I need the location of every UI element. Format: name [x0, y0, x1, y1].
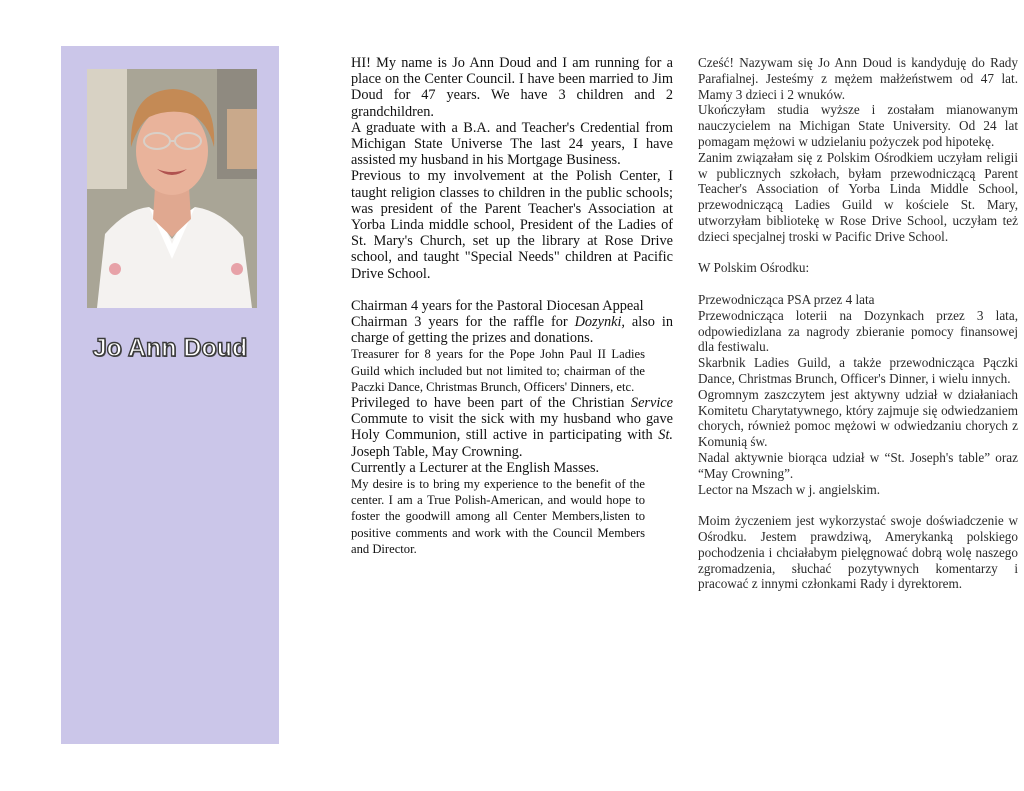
pl-center-heading: W Polskim Ośrodku: — [698, 260, 810, 276]
polish-column — [698, 55, 1018, 592]
pl-lector-line: Lector na Mszach w j. angielskim. — [698, 481, 881, 497]
candidate-name-title: Jo Ann Doud — [92, 334, 248, 362]
treasurer-paragraph: Treasurer for 8 years for the Pope John Paul II Ladies Guild which included but not limited to; chairman of the Paczki Dance, Christmas Brunch, Officers' Dinners, etc. — [351, 347, 645, 394]
service-paragraph: Privileged to have been part of the Christian Service Commute to visit the sick with my husband who gave Holy Communion, still active in participating with St. Joseph Table, May Crowning. — [351, 395, 673, 460]
sidebar-panel — [61, 46, 279, 744]
involvement-paragraph: Previous to my involvement at the Polish Center, I taught religion classes to children in the public schools; was president of the Parent Teacher's Association at Yorba Linda middle school, President of the Ladies of St. Mary's Church, set up the library at Rose Drive school, and taught "Special Needs" children at Pacific Drive School. — [351, 168, 673, 282]
pl-desire-paragraph: Moim życzeniem jest wykorzystać swoje doświadczenie w Ośrodku. Jestem prawdziwą, Amerykanką polskiego pochodzenia i chciałabym pielęgnować dobrą wolę naszego zgromadzenia, słuchać pozytywnych komentarzy i pracować z innymi członkami Rady i dyrektorem. — [698, 513, 1018, 592]
pl-psa-line: Przewodnicząca PSA przez 4 lata — [698, 291, 875, 307]
intro-paragraph: HI! My name is Jo Ann Doud and I am running for a place on the Center Council. I have been married to Jim Doud for 47 years. We have 3 children and 2 grandchildren. — [351, 55, 673, 120]
pl-raffle-paragraph: Przewodnicząca loterii na Dozynkach przez 3 lata, odpowiedizlana za nagrody zbieranie pomocy finansowej dla festiwalu. — [698, 307, 1018, 355]
candidate-photo — [87, 69, 257, 308]
raffle-paragraph: Chairman 3 years for the raffle for Dozynki, also in charge of getting the prizes and donations. — [351, 314, 673, 347]
pl-intro-paragraph: Cześć! Nazywam się Jo Ann Doud is kandyduję do Rady Parafialnej. Jesteśmy z mężem małżeństwem od 47 lat. Mamy 3 dzieci i 2 wnuków. — [698, 55, 1018, 102]
pl-st-joseph-line: Nadal aktywnie biorąca udział w “St. Joseph's table” oraz “May Crowning”. — [698, 449, 1018, 481]
pl-education-paragraph: Ukończyłam studia wyższe i zostałam mianowanym nauczycielem na Michigan State University. Od 24 lat pomagam mężowi w udzielaniu pożyczek pod hipotekę. — [698, 102, 1018, 149]
education-paragraph: A graduate with a B.A. and Teacher's Credential from Michigan State Universe The last 24 years, I have assisted my husband in his Mortgage Business. — [351, 119, 673, 169]
lecturer-line: Currently a Lecturer at the English Masses. — [351, 459, 600, 476]
desire-paragraph: My desire is to bring my experience to the benefit of the center. I am a True Polish-American, and would hope to foster the goodwill among all Center Members,listen to positive comments and work with the Council Members and Director. — [351, 477, 645, 556]
english-column — [351, 55, 673, 557]
pastoral-appeal-line: Chairman 4 years for the Pastoral Diocesan Appeal — [351, 297, 644, 314]
pl-treasurer-paragraph: Skarbnik Ladies Guild, a także przewodnicząca Pączki Dance, Christmas Brunch, Officer's Dinner, i wielu innych. — [698, 355, 1018, 386]
pl-involvement-paragraph: Zanim związałam się z Polskim Ośrodkiem uczyłam religii w publicznych szkołach, byłam przewodniczącą Parent Teacher's Association of Yorba Linda Middle School, przewodniczącą Ladies Guild w kościele St. Mary, utworzyłam bibliotekę w Rose Drive School, uczyłam też dzieci specjalnej troski w Pacific Drive School. — [698, 149, 1018, 244]
pl-charity-paragraph: Ogromnym zaszczytem jest aktywny udział w działaniach Komitetu Charytatywnego, który zajmuje się odwiedzaniem chorych, również pomoc mężowi w odwiedzaniu chorych z Komunią św. — [698, 386, 1018, 450]
